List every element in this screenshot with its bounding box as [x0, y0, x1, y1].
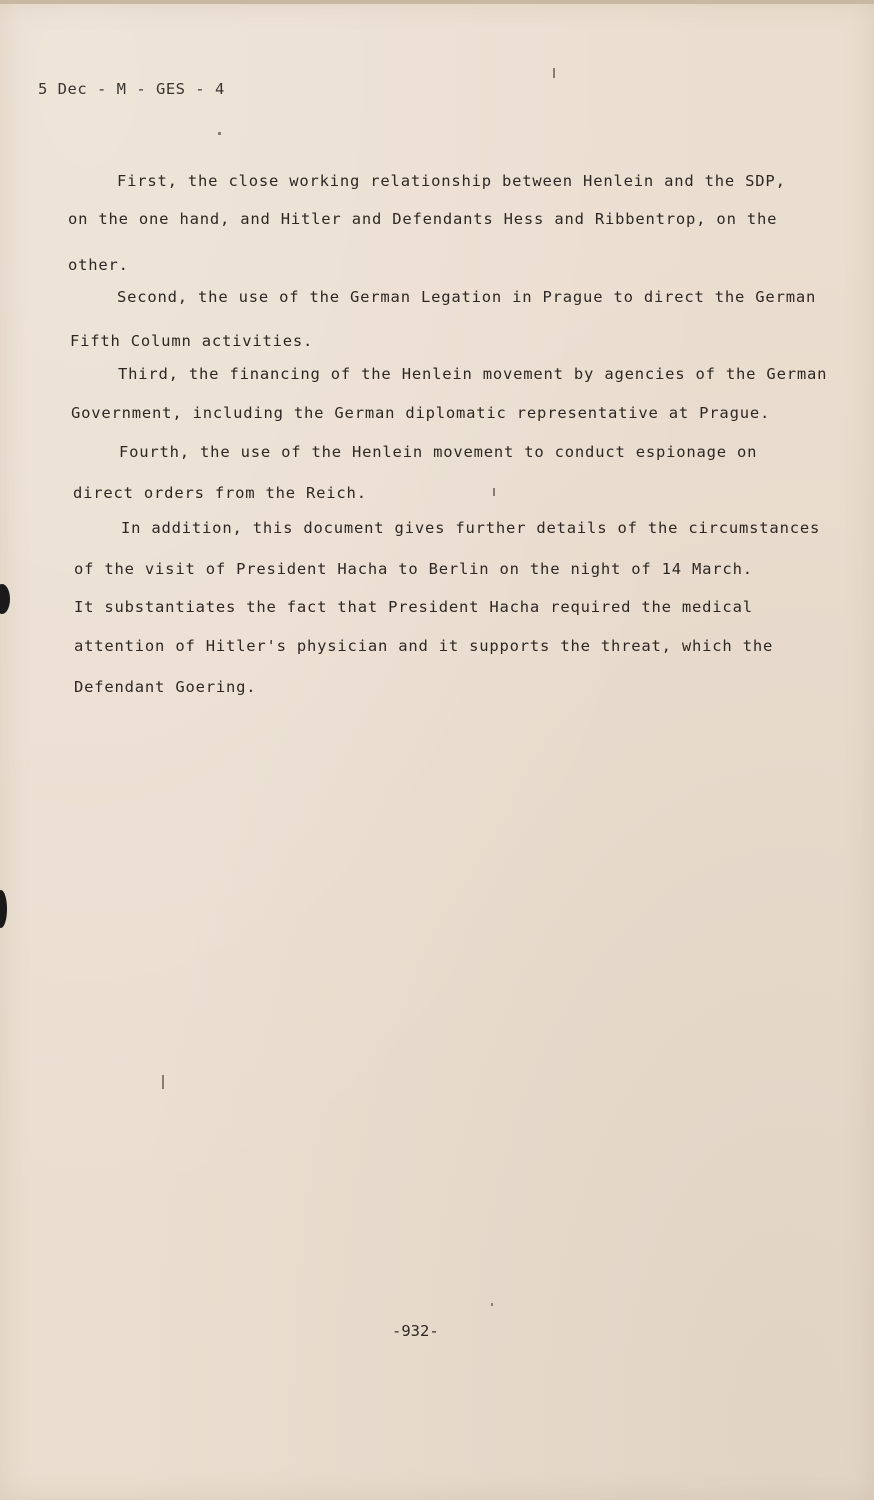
paper-top-edge: [0, 0, 874, 4]
body-line: Defendant Goering.: [74, 678, 257, 696]
body-line: It substantiates the fact that President Hacha required the medical: [74, 598, 753, 616]
document-reference: 5 Dec - M - GES - 4: [38, 80, 225, 98]
body-line: Fourth, the use of the Henlein movement to conduct espionage on: [119, 443, 758, 461]
body-line: In addition, this document gives further details of the circumstances: [121, 519, 821, 537]
body-line: other.: [68, 256, 129, 274]
paper-speck: [553, 68, 555, 78]
binding-hole-mark: [0, 584, 10, 614]
body-line: Fifth Column activities.: [70, 332, 314, 350]
paper-speck: [162, 1075, 164, 1089]
body-line: of the visit of President Hacha to Berlin on the night of 14 March.: [74, 560, 753, 578]
paper-speck: [491, 1303, 493, 1306]
paper-speck: [493, 488, 495, 496]
paper-speck: [218, 132, 221, 135]
page-number: -932-: [392, 1322, 439, 1340]
body-line: Third, the financing of the Henlein movement by agencies of the German: [118, 365, 828, 383]
body-line: on the one hand, and Hitler and Defendants Hess and Ribbentrop, on the: [68, 210, 778, 228]
binding-hole-mark: [0, 890, 7, 928]
body-line: First, the close working relationship between Henlein and the SDP,: [117, 172, 786, 190]
body-line: Second, the use of the German Legation in Prague to direct the German: [117, 288, 817, 306]
body-line: direct orders from the Reich.: [73, 484, 367, 502]
body-line: attention of Hitler's physician and it supports the threat, which the: [74, 637, 774, 655]
body-line: Government, including the German diplomatic representative at Prague.: [71, 404, 771, 422]
